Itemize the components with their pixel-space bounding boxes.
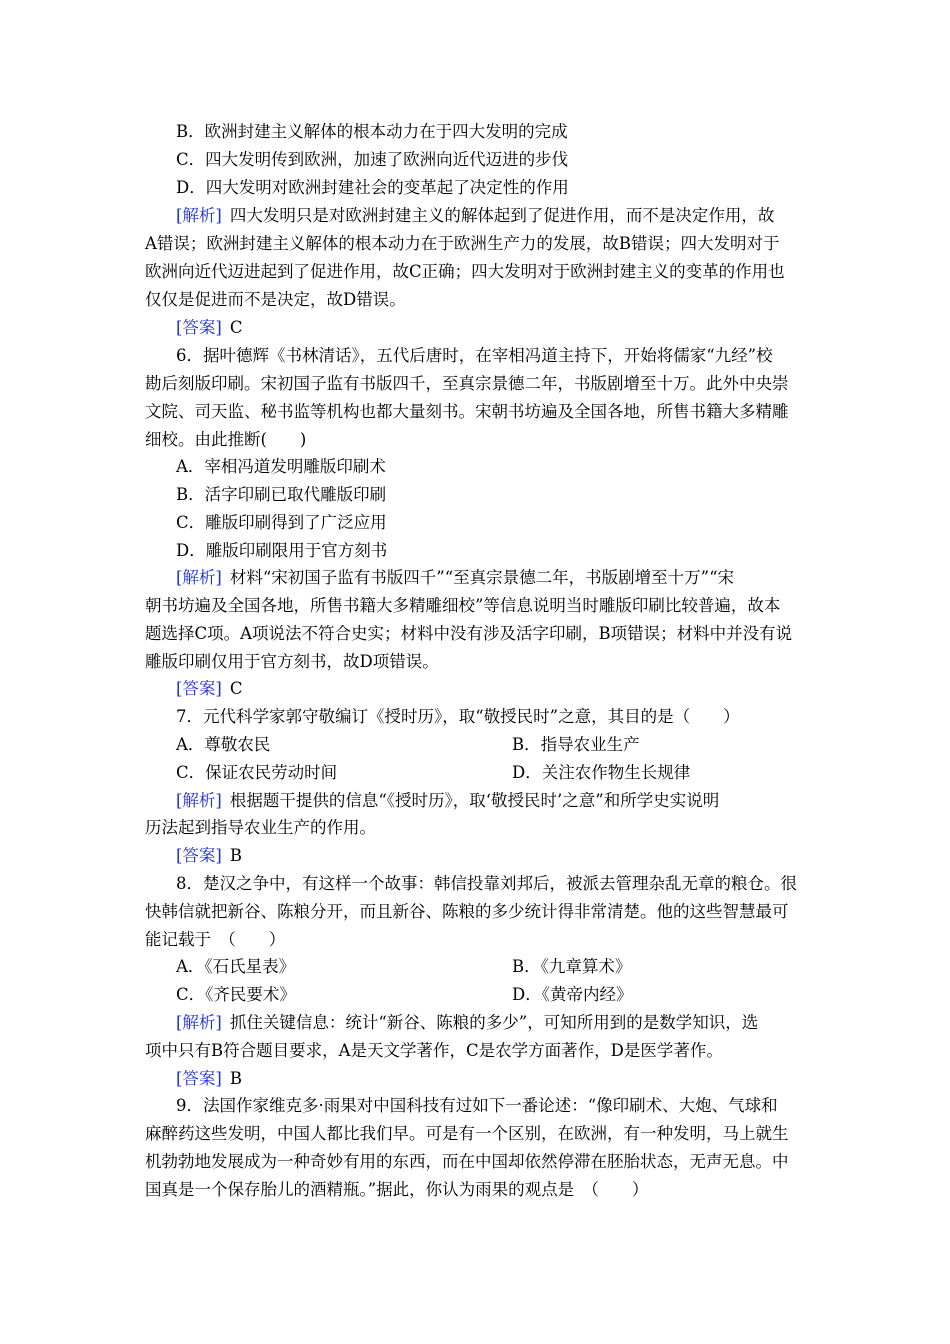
analysis-text: 四大发明只是对欧洲封建主义的解体起到了促进作用，而不是决定作用，故 xyxy=(229,206,775,225)
q7-option-b: B．指导农业生产 xyxy=(512,735,640,754)
q6-option-c: C．雕版印刷得到了广泛应用 xyxy=(176,513,387,532)
answer-tag: [答案] xyxy=(176,318,222,337)
q6-stem-line: 勘后刻版印刷。宋初国子监有书版四千，至真宗景德二年，书版剧增至十万。此外中央崇 xyxy=(145,374,789,393)
q6-analysis-line: 题选择C项。A项说法不符合史实；材料中没有涉及活字印刷，B项错误；材料中并没有说 xyxy=(145,624,793,643)
q5-analysis-line: 仅仅是促进而不是决定，故D错误。 xyxy=(145,290,406,309)
q6-analysis-line: 朝书坊遍及全国各地，所售书籍大多精雕细校”等信息说明当时雕版印刷比较普遍，故本 xyxy=(145,596,781,615)
analysis-text: 抓住关键信息：统计“新谷、陈粮的多少”，可知所用到的是数学知识，选 xyxy=(229,1013,759,1032)
q8-option-b: B．《九章算术》 xyxy=(512,957,632,976)
q5-analysis-line: 欧洲向近代迈进起到了促进作用，故C正确；四大发明对于欧洲封建主义的变革的作用也 xyxy=(145,262,785,281)
q7-option-a: A．尊敬农民 xyxy=(176,735,271,754)
q8-analysis-first-line xyxy=(176,1012,758,1034)
q6-analysis-first-line xyxy=(176,567,734,589)
q7-analysis-line: 历法起到指导农业生产的作用。 xyxy=(145,818,376,837)
answer-tag: [答案] xyxy=(176,1069,222,1088)
q8-answer-line xyxy=(176,1068,242,1090)
q6-option-d: D．雕版印刷限用于官方刻书 xyxy=(176,541,388,560)
q6-analysis-line: 雕版印刷仅用于官方刻书，故D项错误。 xyxy=(145,652,439,671)
q8-analysis-line: 项中只有B符合题目要求，A是天文学著作，C是农学方面著作，D是医学著作。 xyxy=(145,1041,723,1060)
q5-option-b: B．欧洲封建主义解体的根本动力在于四大发明的完成 xyxy=(176,122,568,141)
analysis-text: 根据题干提供的信息“《授时历》，取‘敬授民时’之意”和所学史实说明 xyxy=(229,791,720,810)
q5-option-d: D．四大发明对欧洲封建社会的变革起了决定性的作用 xyxy=(176,178,569,197)
q9-stem-line: 机勃勃地发展成为一种奇妙有用的东西，而在中国却依然停滞在胚胎状态，无声无息。中 xyxy=(145,1152,789,1171)
answer-value: C xyxy=(229,679,243,698)
q8-stem-line: 能记载于 （ ） xyxy=(145,930,286,949)
q6-stem-line: 文院、司天监、秘书监等机构也都大量刻书。宋朝书坊遍及全国各地，所售书籍大多精雕 xyxy=(145,402,789,421)
q6-option-a: A．宰相冯道发明雕版印刷术 xyxy=(176,457,386,476)
q5-answer-line xyxy=(176,317,243,339)
answer-value: B xyxy=(229,1069,243,1088)
q8-stem-line: 快韩信就把新谷、陈粮分开，而且新谷、陈粮的多少统计得非常清楚。他的这些智慧最可 xyxy=(145,902,789,921)
q5-option-c: C．四大发明传到欧洲，加速了欧洲向近代迈进的步伐 xyxy=(176,150,569,169)
q7-option-d: D．关注农作物生长规律 xyxy=(512,763,691,782)
q7-answer-line xyxy=(176,845,242,867)
q9-stem-line: 麻醉药这些发明，中国人都比我们早。可是有一个区别，在欧洲，有一种发明，马上就生 xyxy=(145,1124,789,1143)
q8-option-c: C．《齐民要术》 xyxy=(176,985,296,1004)
answer-value: B xyxy=(229,846,243,865)
analysis-tag: [解析] xyxy=(176,791,222,810)
analysis-tag: [解析] xyxy=(176,1013,222,1032)
answer-tag: [答案] xyxy=(176,846,222,865)
q6-answer-line xyxy=(176,678,243,700)
q9-stem-line: 9．法国作家维克多·雨果对中国科技有过如下一番论述：“像印刷术、大炮、气球和 xyxy=(176,1096,778,1115)
analysis-text: 材料“宋初国子监有书版四千”“至真宗景德二年，书版剧增至十万”“宋 xyxy=(229,568,735,587)
q8-option-d: D．《黄帝内经》 xyxy=(512,985,633,1004)
answer-value: C xyxy=(229,318,243,337)
q8-option-a: A．《石氏星表》 xyxy=(176,957,296,976)
q6-stem-line: 6．据叶德辉《书林清话》，五代后唐时，在宰相冯道主持下，开始将儒家“九经”校 xyxy=(176,346,773,365)
analysis-tag: [解析] xyxy=(176,206,222,225)
analysis-tag: [解析] xyxy=(176,568,222,587)
q7-stem: 7．元代科学家郭守敬编订《授时历》，取“敬授民时”之意，其目的是（ ） xyxy=(176,707,740,726)
q5-analysis-line: A错误；欧洲封建主义解体的根本动力在于欧洲生产力的发展，故B错误；四大发明对于 xyxy=(145,234,780,253)
q6-stem-line: 细校。由此推断( ) xyxy=(145,430,307,449)
q9-stem-line: 国真是一个保存胎儿的酒精瓶。”据此，你认为雨果的观点是 （ ） xyxy=(145,1180,649,1199)
q5-analysis-first-line xyxy=(176,205,774,227)
q7-option-c: C．保证农民劳动时间 xyxy=(176,763,338,782)
q7-analysis-first-line xyxy=(176,790,719,812)
answer-tag: [答案] xyxy=(176,679,222,698)
q8-stem-line: 8．楚汉之争中，有这样一个故事：韩信投靠刘邦后，被派去管理杂乱无章的粮仓。很 xyxy=(176,874,797,893)
q6-option-b: B．活字印刷已取代雕版印刷 xyxy=(176,485,387,504)
